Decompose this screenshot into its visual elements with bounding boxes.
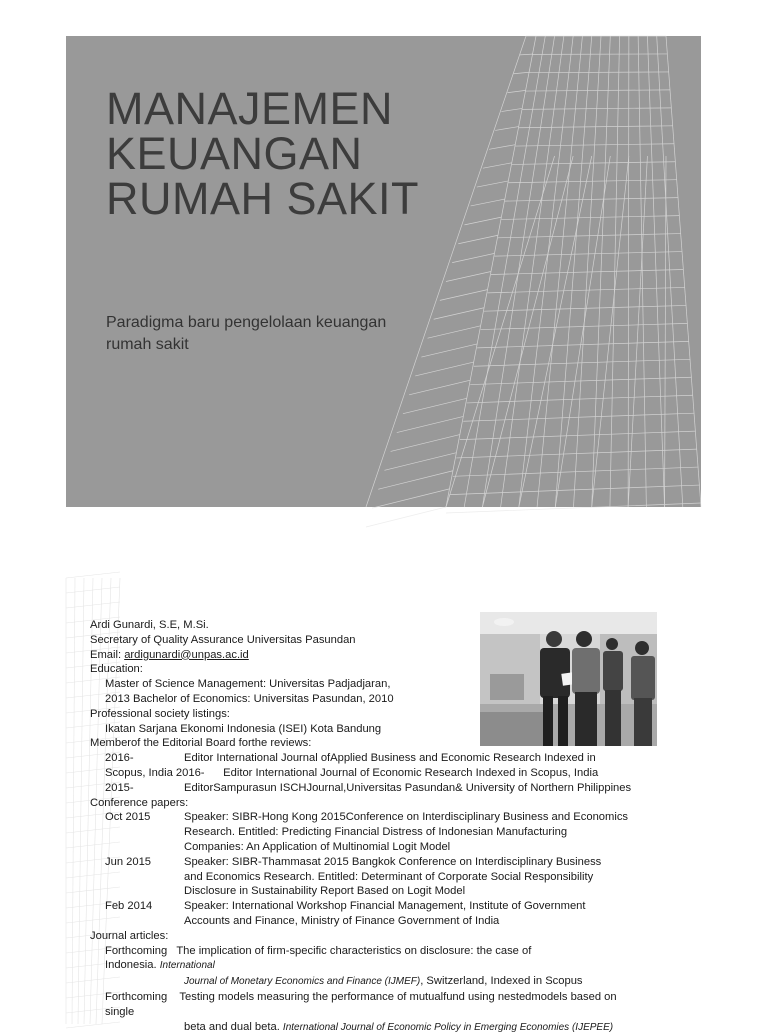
journal-text: , Switzerland, Indexed in Scopus xyxy=(420,975,582,987)
board-header: Memberof the Editorial Board forthe reviews: xyxy=(90,736,690,751)
conference-header: Conference papers: xyxy=(90,796,690,811)
journal-italic: International Journal of Economic Policy in Emerging Economies (IJEPEE) xyxy=(283,1022,613,1033)
title-line: MANAJEMEN xyxy=(106,86,419,131)
journal-text: single xyxy=(90,1005,690,1020)
slide-title xyxy=(106,86,419,221)
education-item: 2013 Bachelor of Economics: Universitas Pasundan, 2010 xyxy=(90,692,690,707)
journal-date: Forthcoming xyxy=(105,991,167,1003)
board-date: 2016- xyxy=(90,751,184,766)
conference-text: Accounts and Finance, Ministry of Finance Government of India xyxy=(90,914,690,929)
society-item: Ikatan Sarjana Ekonomi Indonesia (ISEI) Kota Bandung xyxy=(90,722,690,737)
conference-text: Research. Entitled: Predicting Financial Distress of Indonesian Manufacturing xyxy=(90,825,690,840)
subtitle-line: Paradigma baru pengelolaan keuangan xyxy=(106,314,386,331)
journal-text: Testing models measuring the performance of mutualfund using nestedmodels based on xyxy=(179,991,616,1003)
journal-row xyxy=(90,990,690,1005)
journal-italic: Journal of Monetary Economics and Finance (IJMEF) xyxy=(184,976,420,987)
education-header: Education: xyxy=(90,662,690,677)
conference-text: and Economics Research. Entitled: Determinant of Corporate Social Responsibility xyxy=(90,870,690,885)
slide-subtitle xyxy=(106,312,426,356)
email-link[interactable]: ardigunardi@unpas.ac.id xyxy=(124,649,249,661)
board-text: Editor International Journal ofApplied Business and Economic Research Indexed in xyxy=(184,751,596,766)
journal-row xyxy=(90,944,690,959)
journal-row xyxy=(90,1020,690,1035)
email-line xyxy=(90,648,690,663)
society-header: Professional society listings: xyxy=(90,707,690,722)
journal-row xyxy=(90,958,690,974)
board-text: Scopus, India 2016- Editor International Journal of Economic Research Indexed in Scopus, India xyxy=(90,766,690,781)
journal-header: Journal articles: xyxy=(90,929,690,944)
education-item: Master of Science Management: Universitas Padjadjaran, xyxy=(90,677,690,692)
board-row xyxy=(90,751,690,766)
title-line: KEUANGAN xyxy=(106,131,419,176)
conference-row xyxy=(90,899,690,914)
journal-italic: International xyxy=(160,960,215,971)
conference-date: Oct 2015 xyxy=(90,810,184,825)
conference-date: Jun 2015 xyxy=(90,855,184,870)
title-line: RUMAH SAKIT xyxy=(106,176,419,221)
journal-date: Forthcoming xyxy=(105,945,167,957)
person-name: Ardi Gunardi, S.E, M.Si. xyxy=(90,618,690,633)
conference-text: Companies: An Application of Multinomial Logit Model xyxy=(90,840,690,855)
conference-text: Speaker: International Workshop Financial Management, Institute of Government xyxy=(184,899,586,914)
conference-text: Disclosure in Sustainability Report Based on Logit Model xyxy=(90,884,690,899)
conference-row xyxy=(90,855,690,870)
subtitle-line: rumah sakit xyxy=(106,336,189,353)
conference-text: Speaker: SIBR-Hong Kong 2015Conference on Interdisciplinary Business and Economics xyxy=(184,810,628,825)
journal-row xyxy=(90,974,690,990)
board-date: 2015- xyxy=(90,781,184,796)
board-text: EditorSampurasun ISCHJournal,Universitas Pasundan& University of Northern Philippines xyxy=(184,781,631,796)
journal-text: beta and dual beta. xyxy=(184,1021,280,1033)
conference-row xyxy=(90,810,690,825)
conference-date: Feb 2014 xyxy=(90,899,184,914)
profile-slide xyxy=(66,578,701,1024)
person-position: Secretary of Quality Assurance Universitas Pasundan xyxy=(90,633,690,648)
journal-text: The implication of firm-specific characteristics on disclosure: the case of xyxy=(176,945,531,957)
board-row xyxy=(90,781,690,796)
cv-text xyxy=(90,618,690,1035)
journal-text: Indonesia. xyxy=(105,959,157,971)
conference-text: Speaker: SIBR-Thammasat 2015 Bangkok Conference on Interdisciplinary Business xyxy=(184,855,601,870)
title-slide xyxy=(66,36,701,507)
email-label: Email: xyxy=(90,649,124,661)
